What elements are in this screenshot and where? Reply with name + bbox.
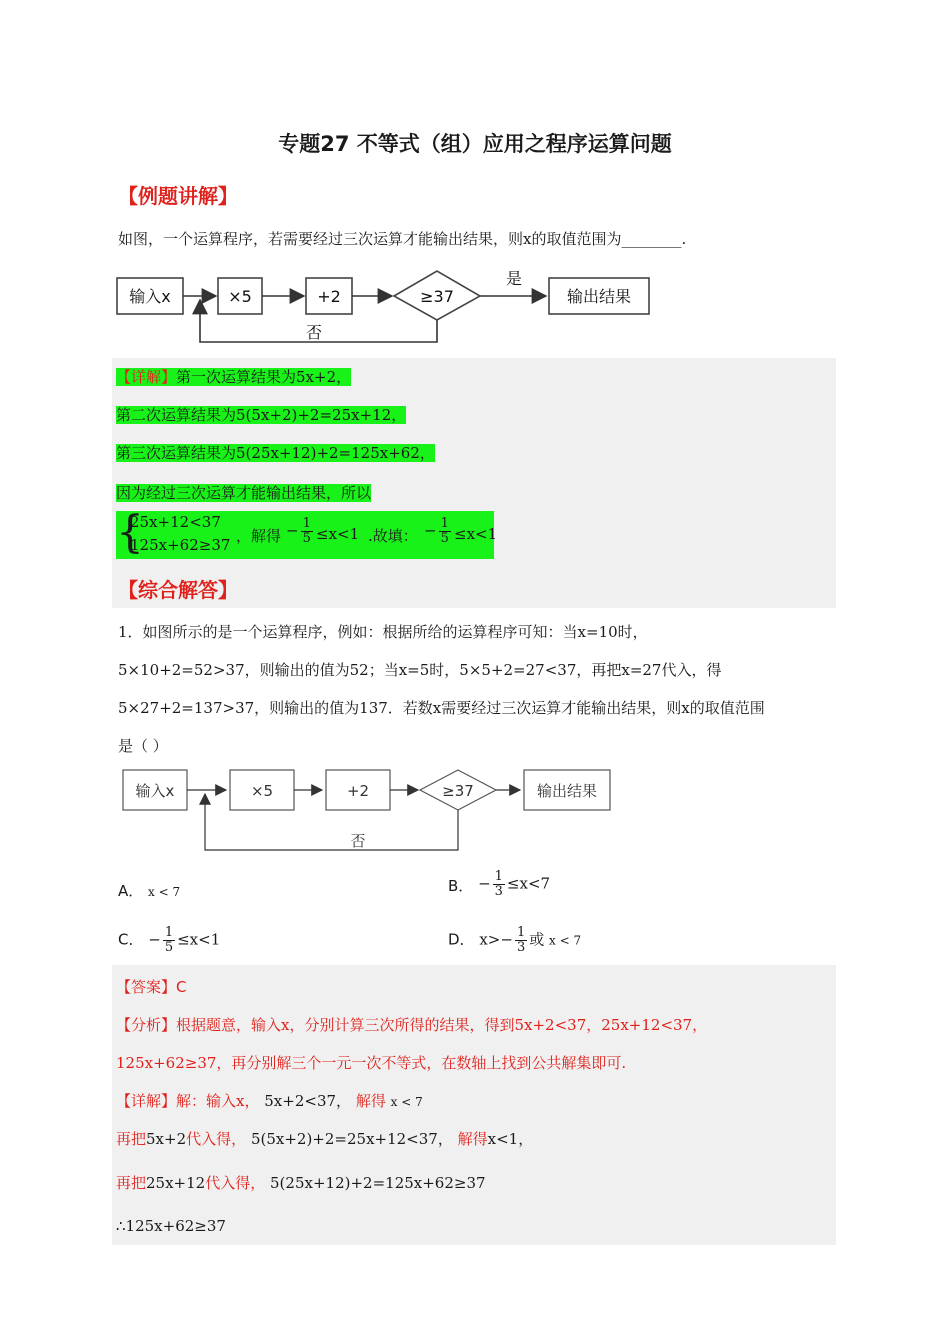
question-1-line-4: 是（ ） [118,737,168,755]
answer-value: C [176,978,187,996]
flow2-add-label: +2 [346,782,370,800]
answer-detail-line-2: 再把5x+2代入得， 5(5x+2)+2=25x+12<37， 解得x<1， [116,1130,534,1148]
answer-line: 【答案】C [116,978,187,996]
option-a[interactable]: A． x < 7 [118,882,181,900]
flow2-input-label: 输入x [135,782,175,800]
example-question: 如图，一个运算程序，若需要经过三次运算才能输出结果，则x的取值范围为________. [118,230,687,248]
flow2-condition-label: ≥37 [442,782,474,800]
detail-line-2: 第二次运算结果为5(5x+2)+2=25x+12， [116,406,407,424]
page-title: 专题27 不等式（组）应用之程序运算问题 [278,132,672,156]
flow1-add-label: +2 [317,287,341,306]
detail-line-1: 【详解】第一次运算结果为5x+2， [116,368,352,386]
flow1-multiply-label: ×5 [228,287,252,306]
comprehensive-section-heading: 【综合解答】 [118,578,238,602]
analysis-line-2: 125x+62≥37，再分别解三个一元一次不等式，在数轴上找到公共解集即可. [116,1054,627,1072]
example-section-heading: 【例题讲解】 [118,184,238,208]
detail-system-line: { 25x+12<37 125x+62≥37 ，解得 − $\frac{1}{5}$ ≤x<1 .故填： − $\frac{1}{5}$ ≤x<1 [116,507,498,558]
flow1-no-label: 否 [305,323,323,342]
answer-detail-line-1: 【详解】解：输入x， 5x+2<37， 解得 x < 7 [116,1092,423,1110]
question-1-line-1: 1．如图所示的是一个运算程序，例如：根据所给的运算程序可知：当x=10时， [118,623,648,641]
flow1-condition-label: ≥37 [420,287,454,306]
flow1-yes-label: 是 [505,269,523,288]
flow2-multiply-label: ×5 [250,782,274,800]
analysis-line-1: 【分析】根据题意，输入x，分别计算三次所得的结果，得到5x+2<37，25x+12<37， [116,1016,708,1034]
option-c[interactable]: C． − $\frac{1}{5}$ ≤x<1 [118,925,221,955]
flowchart-2 [118,762,618,854]
detail-line-4: 因为经过三次运算才能输出结果，所以 [116,484,372,502]
flow2-no-label: 否 [350,832,366,850]
option-d[interactable]: D． x>− $\frac{1}{3}$ 或 x < 7 [448,925,582,955]
question-1-line-2: 5×10+2=52>37，则输出的值为52；当x=5时，5×5+2=27<37，再把x=27代入，得 [118,661,722,679]
option-b[interactable]: B． − $\frac{1}{3}$ ≤x<7 [448,869,551,899]
detail-line-3: 第三次运算结果为5(25x+12)+2=125x+62， [116,444,435,462]
flow2-output-label: 输出结果 [536,782,598,800]
system-ineq-2: 125x+62≥37 [130,536,231,554]
answer-detail-line-3: 再把25x+12代入得， 5(25x+12)+2=125x+62≥37 [116,1174,486,1192]
flow1-input-label: 输入x [129,287,171,306]
flowchart-1 [112,262,657,347]
answer-detail-line-4: ∴125x+62≥37 [116,1217,226,1235]
system-ineq-1: 25x+12<37 [130,513,221,531]
question-1-line-3: 5×27+2=137>37，则输出的值为137．若数x需要经过三次运算才能输出结果，则x的取值范围 [118,699,765,717]
flow1-output-label: 输出结果 [566,287,632,306]
